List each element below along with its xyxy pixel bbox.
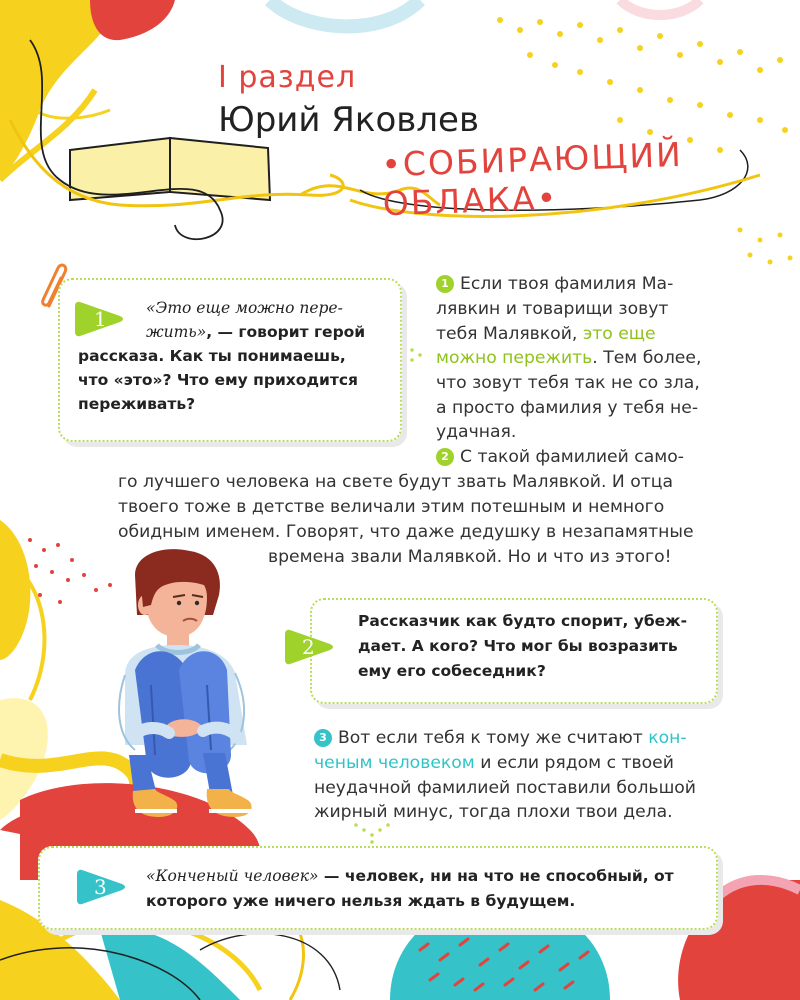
- paragraph-marker-2: 2: [436, 448, 454, 466]
- paragraph-3-line-3: неудачной фамилией поставили большой: [314, 778, 696, 798]
- highlight-phrase-3a: кон-: [648, 728, 687, 748]
- paragraph-marker-1: 1: [436, 275, 454, 293]
- question-badge-3: [76, 866, 132, 906]
- paragraph-2-line-1: 2 С такой фамилией само-: [436, 445, 684, 470]
- highlight-phrase-3b: ченым человеком: [314, 753, 475, 773]
- paragraph-2-line-5: времена звали Малявкой. Но и что из этого!: [268, 547, 672, 567]
- question-2-line-1: Рассказчик как будто спорит, убеж-: [358, 612, 688, 630]
- question-number-2: 2: [302, 635, 315, 659]
- paragraph-1-line-3: тебя Малявкой, это еще: [436, 324, 656, 344]
- paragraph-1-line-4: можно пережить. Тем более,: [436, 348, 702, 368]
- question-1-line-5: переживать?: [78, 395, 196, 413]
- question-1-quote: «Это еще можно пере-: [146, 299, 343, 317]
- question-1-line-2: [146, 320, 365, 344]
- question-3-line-1: «Конченый человек» — человек, ни на что не способный, от: [146, 867, 674, 885]
- section-label: I раздел: [218, 60, 357, 95]
- paragraph-1-line-5: что зовут тебя так не со зла,: [436, 373, 700, 393]
- paragraph-1-line-7: удачная.: [436, 422, 517, 442]
- highlight-phrase-1b: можно пережить: [436, 348, 593, 368]
- question-number-1: 1: [94, 307, 107, 331]
- paragraph-marker-3: 3: [314, 729, 332, 747]
- question-1-text-after: , — говорит герой: [206, 323, 366, 341]
- paragraph-1-line-2: лявкин и товарищи зовут: [436, 299, 669, 319]
- question-1-line-4: что «это»? Что ему приходится: [78, 371, 358, 389]
- question-2-line-2: дает. А кого? Что мог бы возразить: [358, 637, 678, 655]
- question-1-line-3: рассказа. Как ты понимаешь,: [78, 347, 346, 365]
- question-1-quote-end: жить»: [146, 323, 207, 341]
- paragraph-2-line-3: твоего тоже в детстве величали этим потешным и немного: [118, 497, 665, 517]
- paragraph-3-line-2: ченым человеком и если рядом с твоей: [314, 753, 674, 773]
- question-1-line-1: [146, 296, 343, 320]
- paragraph-3-line-4: жирный минус, тогда плохи твои дела.: [314, 802, 673, 822]
- paragraph-2-line-4: обидным именем. Говорят, что даже дедушку в незапамятные: [118, 522, 694, 542]
- paragraph-1-line-6: а просто фамилия у тебя не-: [436, 398, 699, 418]
- question-badge-1: [74, 298, 130, 338]
- paragraph-3-line-1: 3 Вот если тебя к тому же считают кон-: [314, 726, 687, 751]
- question-badge-2: [284, 626, 340, 666]
- question-3-line-2: которого уже ничего нельзя ждать в будущем.: [146, 892, 576, 910]
- story-title: •СОБИРАЮЩИЙ ОБЛАКА•: [380, 134, 684, 224]
- question-number-3: 3: [94, 875, 107, 899]
- paragraph-2-line-2: го лучшего человека на свете будут звать Малявкой. И отца: [118, 472, 673, 492]
- author-name: Юрий Яковлев: [218, 100, 479, 140]
- paragraph-1-line-1: 1 Если твоя фамилия Ма-: [436, 272, 673, 297]
- question-3-term: «Конченый человек»: [146, 867, 319, 885]
- question-2-line-3: ему его собеседник?: [358, 662, 546, 680]
- boy-illustration: [95, 545, 295, 835]
- question-box-3: [38, 846, 718, 930]
- highlight-phrase-1a: это еще: [582, 324, 656, 344]
